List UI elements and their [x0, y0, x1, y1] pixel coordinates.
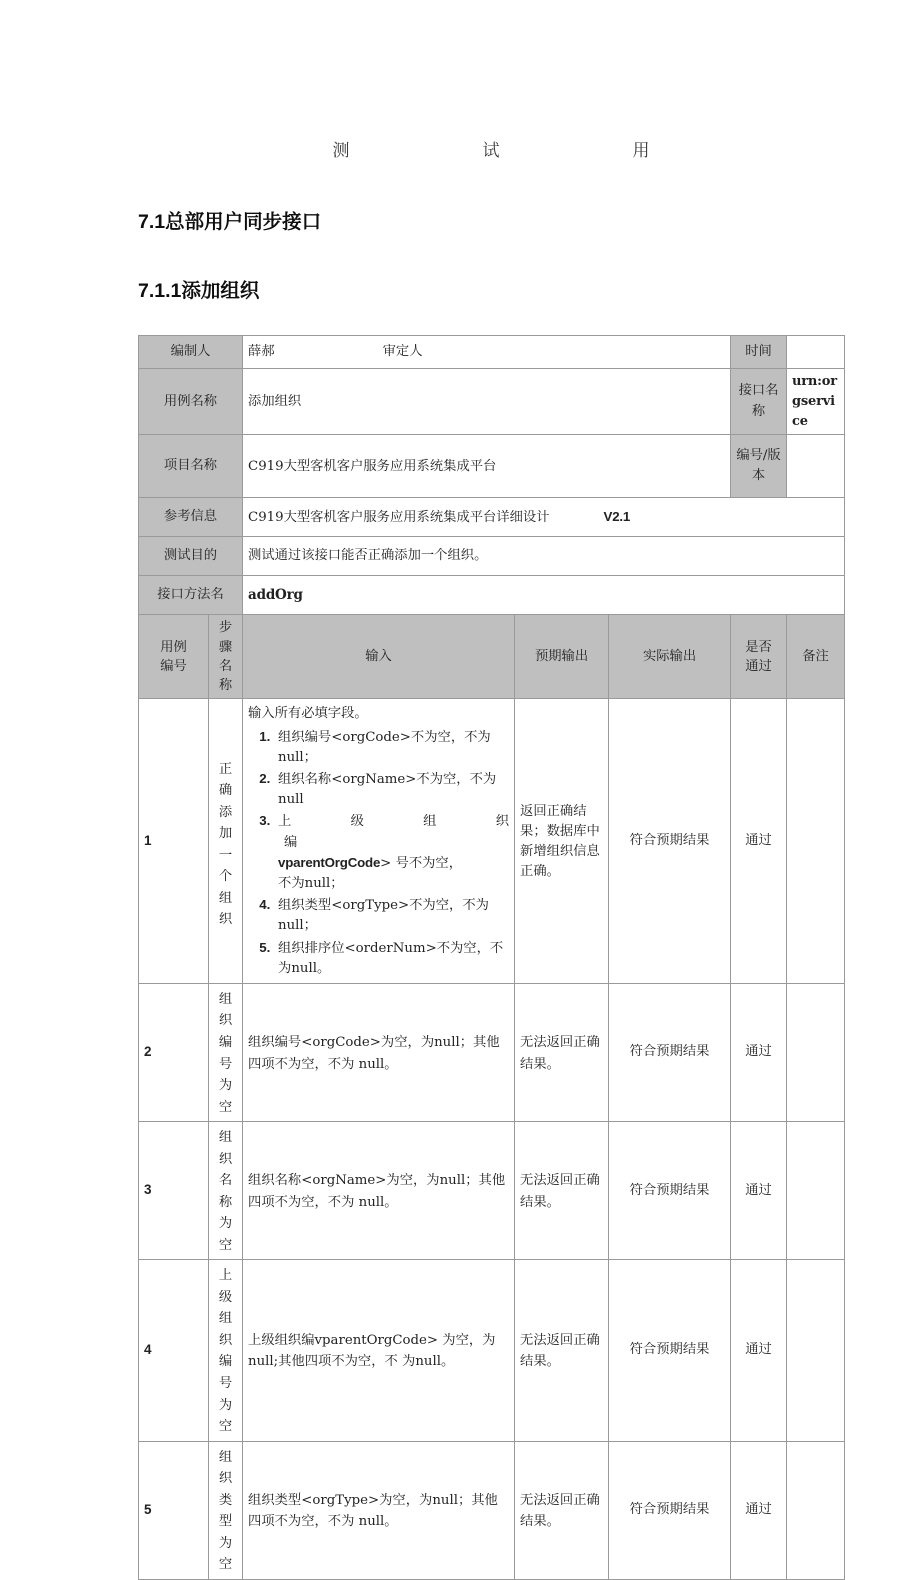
expected-5: 无法返回正确结果。	[515, 1441, 609, 1579]
table-row	[139, 983, 845, 1121]
expected-4: 无法返回正确结果。	[515, 1260, 609, 1441]
running-header-char-1: 测	[332, 141, 350, 161]
item3-tail-cn: > 号不为空，	[380, 855, 463, 871]
actual-2: 符合预期结果	[609, 983, 731, 1121]
value-case-name: 添加组织	[243, 369, 731, 435]
label-reference: 参考信息	[139, 498, 243, 537]
label-test-purpose: 测试目的	[139, 537, 243, 576]
label-method-name: 接口方法名	[139, 576, 243, 615]
item3-tail-line2: 不为null；	[278, 875, 344, 891]
step-name-line: 名称	[218, 1173, 233, 1210]
table-row	[139, 576, 845, 615]
value-method-name: addOrg	[243, 576, 845, 615]
case-no-2: 2	[139, 983, 209, 1121]
item3-char: 织	[495, 814, 510, 830]
step-name-line1: 步骤	[218, 620, 233, 655]
label-case-name: 用例名称	[139, 369, 243, 435]
column-header-actual: 实际输出	[609, 615, 731, 699]
step-name-line: 编号	[218, 1354, 233, 1391]
item3-tail-line	[278, 853, 509, 874]
table-row	[139, 537, 845, 576]
label-interface-name: 接口名称	[731, 369, 787, 435]
passed-line2: 通过	[745, 658, 772, 674]
table-row	[139, 435, 845, 498]
table-row	[139, 1122, 845, 1260]
value-project-name: C919大型客机客户服务应用系统集成平台	[243, 435, 731, 498]
step-name-line: 上级	[218, 1268, 233, 1305]
actual-4: 符合预期结果	[609, 1260, 731, 1441]
passed-4: 通过	[731, 1260, 787, 1441]
list-item: 5. 组织排序位<orderNum>不为空，不为null。	[274, 938, 509, 979]
label-version-no: 编号/版本	[731, 435, 787, 498]
step-name-4	[209, 1260, 243, 1441]
case-no-line1: 用例	[160, 639, 187, 655]
step-name-line: 为空	[218, 1216, 233, 1253]
actual-5: 符合预期结果	[609, 1441, 731, 1579]
actual-1: 符合预期结果	[609, 699, 731, 984]
case-no-line2: 编号	[160, 658, 187, 674]
table-row	[139, 1441, 845, 1579]
input-intro: 输入所有必填字段。	[248, 706, 368, 722]
step-name-1	[209, 699, 243, 984]
input-item-list	[248, 727, 509, 979]
table-row	[139, 369, 845, 435]
input-3: 组织名称<orgName>为空，为null；其他四项不为空，不为 null。	[243, 1122, 515, 1260]
section-heading: 7.1总部用户同步接口	[138, 211, 322, 233]
item3-char: 组	[423, 814, 437, 830]
step-name-line: 一个	[218, 847, 233, 885]
step-name-line: 为空	[218, 1078, 233, 1115]
value-time	[787, 336, 845, 369]
value-version-no	[787, 435, 845, 498]
expected-3: 无法返回正确结果。	[515, 1122, 609, 1260]
case-no-5: 5	[139, 1441, 209, 1579]
list-item	[274, 811, 509, 894]
label-reviewer: 审定人	[382, 343, 423, 359]
label-author: 编制人	[139, 336, 243, 369]
case-no-3: 3	[139, 1122, 209, 1260]
table-row	[139, 1260, 845, 1441]
step-name-line2: 名称	[218, 658, 233, 694]
step-name-line: 为空	[218, 1535, 233, 1573]
remark-3	[787, 1122, 845, 1260]
step-name-line: 组织	[218, 1130, 233, 1167]
remark-2	[787, 983, 845, 1121]
input-5: 组织类型<orgType>为空，为null；其他四项不为空，不为 null。	[243, 1441, 515, 1579]
test-case-table-wrapper	[138, 335, 844, 1580]
step-name-line: 编号	[218, 1035, 233, 1072]
passed-line1: 是否	[745, 639, 772, 655]
case-no-1: 1	[139, 699, 209, 984]
passed-1: 通过	[731, 699, 787, 984]
step-name-3	[209, 1122, 243, 1260]
step-name-line: 组织	[218, 890, 233, 928]
column-header-remark: 备注	[787, 615, 845, 699]
input-1	[243, 699, 515, 984]
step-name-line: 添加	[218, 804, 233, 842]
remark-4	[787, 1260, 845, 1441]
step-name-line: 组织	[218, 1311, 233, 1348]
expected-1: 返回正确结果；数据库中新增组织信息正确。	[515, 699, 609, 984]
value-reference	[243, 498, 845, 537]
case-no-4: 4	[139, 1260, 209, 1441]
input-4: 上级组织编vparentOrgCode> 为空，为null;其他四项不为空，不 为null。	[243, 1260, 515, 1441]
column-header-case-no	[139, 615, 209, 699]
list-item: 1. 组织编号<orgCode>不为空，不为null；	[274, 727, 509, 768]
item3-spread-line	[278, 812, 511, 832]
author-name: 薛郝	[248, 343, 275, 359]
reference-version: V2.1	[603, 508, 631, 524]
item3-tail-en: vparentOrgCode	[278, 854, 381, 870]
value-author	[243, 336, 731, 369]
list-item: 4. 组织类型<orgType>不为空，不为null；	[274, 895, 509, 936]
input-2: 组织编号<orgCode>为空，为null；其他四项不为空，不为 null。	[243, 983, 515, 1121]
step-name-2	[209, 983, 243, 1121]
passed-3: 通过	[731, 1122, 787, 1260]
reference-text: C919大型客机客户服务应用系统集成平台详细设计	[248, 509, 550, 525]
step-name-line: 组织	[218, 991, 233, 1029]
passed-5: 通过	[731, 1441, 787, 1579]
column-header-input: 输入	[243, 615, 515, 699]
step-name-line: 组织	[218, 1449, 233, 1487]
column-header-step-name	[209, 615, 243, 699]
step-name-line: 为空	[218, 1397, 233, 1435]
passed-2: 通过	[731, 983, 787, 1121]
step-name-line: 类型	[218, 1492, 233, 1530]
value-interface-name: urn:orgservice	[787, 369, 845, 435]
list-item: 2. 组织名称<orgName>不为空，不为null	[274, 769, 509, 810]
table-row	[139, 336, 845, 369]
table-row	[139, 498, 845, 537]
step-name-line: 正确	[218, 761, 233, 799]
label-time: 时间	[731, 336, 787, 369]
item3-char: 级	[350, 814, 364, 830]
value-test-purpose: 测试通过该接口能否正确添加一个组织。	[243, 537, 845, 576]
label-project-name: 项目名称	[139, 435, 243, 498]
table-row	[139, 699, 845, 984]
expected-2: 无法返回正确结果。	[515, 983, 609, 1121]
running-header-char-2: 试	[482, 141, 500, 161]
item3-char-last: 编	[284, 834, 298, 850]
column-header-passed	[731, 615, 787, 699]
running-header	[138, 136, 844, 162]
item3-char: 3. 上	[278, 814, 292, 830]
subsection-heading: 7.1.1添加组织	[138, 280, 260, 302]
step-name-5	[209, 1441, 243, 1579]
remark-5	[787, 1441, 845, 1579]
actual-3: 符合预期结果	[609, 1122, 731, 1260]
running-header-char-3: 用	[632, 141, 650, 161]
table-header-row	[139, 615, 845, 699]
remark-1	[787, 699, 845, 984]
column-header-expected: 预期输出	[515, 615, 609, 699]
test-case-table	[138, 335, 845, 1580]
